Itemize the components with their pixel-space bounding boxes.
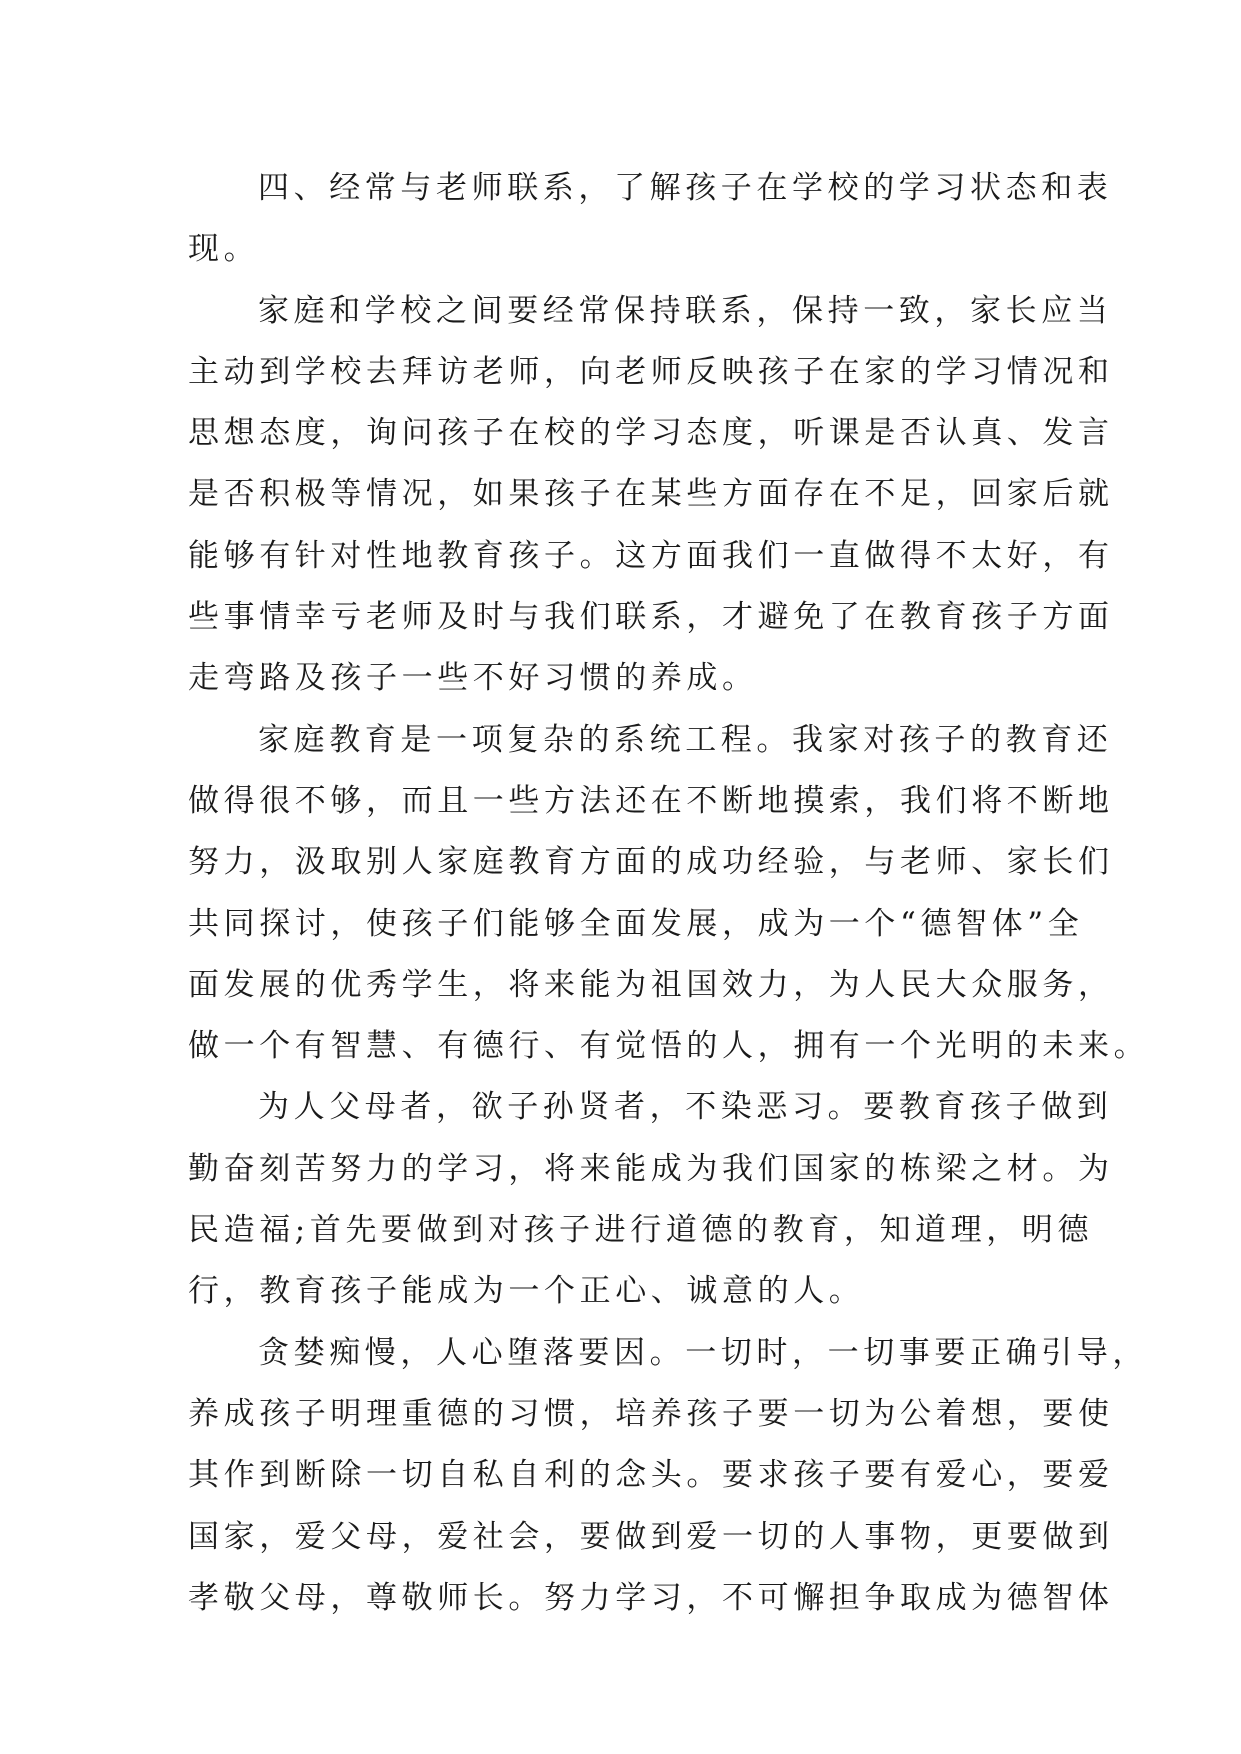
- text-line: 做一个有智慧、有德行、有觉悟的人，拥有一个光明的未来。: [188, 1028, 1150, 1065]
- paragraph-start: 家庭和学校之间要经常保持联系，保持一致，家长应当: [258, 292, 1113, 329]
- text-line: 些事情幸亏老师及时与我们联系，才避免了在教育孩子方面: [188, 599, 1114, 636]
- text-line: 勤奋刻苦努力的学习，将来能成为我们国家的栋梁之材。为: [188, 1150, 1114, 1187]
- text-line: 做得很不够，而且一些方法还在不断地摸索，我们将不断地: [188, 782, 1114, 819]
- text-line: 其作到断除一切自私自利的念头。要求孩子要有爱心，要爱: [188, 1457, 1114, 1494]
- text-line: 思想态度，询问孩子在校的学习态度，听课是否认真、发言: [188, 415, 1114, 452]
- text-line: 行，教育孩子能成为一个正心、诚意的人。: [188, 1273, 865, 1310]
- paragraph-start: 为人父母者，欲子孙贤者，不染恶习。要教育孩子做到: [258, 1089, 1113, 1126]
- text-line: 面发展的优秀学生，将来能为祖国效力，为人民大众服务，: [188, 966, 1114, 1003]
- paragraph-start: 家庭教育是一项复杂的系统工程。我家对孩子的教育还: [258, 721, 1113, 758]
- text-line: 努力，汲取别人家庭教育方面的成功经验，与老师、家长们: [188, 844, 1114, 881]
- text-line: 是否积极等情况，如果孩子在某些方面存在不足，回家后就: [188, 476, 1114, 513]
- text-line: 民造福;首先要做到对孩子进行道德的教育，知道理，明德: [188, 1212, 1094, 1249]
- text-line: 能够有针对性地教育孩子。这方面我们一直做得不太好，有: [188, 537, 1114, 574]
- text-line: 主动到学校去拜访老师，向老师反映孩子在家的学习情况和: [188, 353, 1114, 390]
- text-line: 共同探讨，使孩子们能够全面发展，成为一个“德智体”全: [188, 905, 1084, 942]
- body-text: [188, 158, 1150, 1629]
- text-line: 国家，爱父母，爱社会，要做到爱一切的人事物，更要做到: [188, 1518, 1114, 1555]
- text-line: 孝敬父母，尊敬师长。努力学习，不可懈担争取成为德智体: [188, 1579, 1114, 1616]
- text-line: 现。: [188, 231, 260, 268]
- heading-point-four: 四、经常与老师联系，了解孩子在学校的学习状态和表: [258, 170, 1113, 206]
- paragraph-start: 贪婪痴慢，人心堕落要因。一切时，一切事要正确引导，: [258, 1334, 1148, 1371]
- text-line: 走弯路及孩子一些不好习惯的养成。: [188, 660, 758, 697]
- text-line: 养成孩子明理重德的习惯，培养孩子要一切为公着想，要使: [188, 1395, 1114, 1432]
